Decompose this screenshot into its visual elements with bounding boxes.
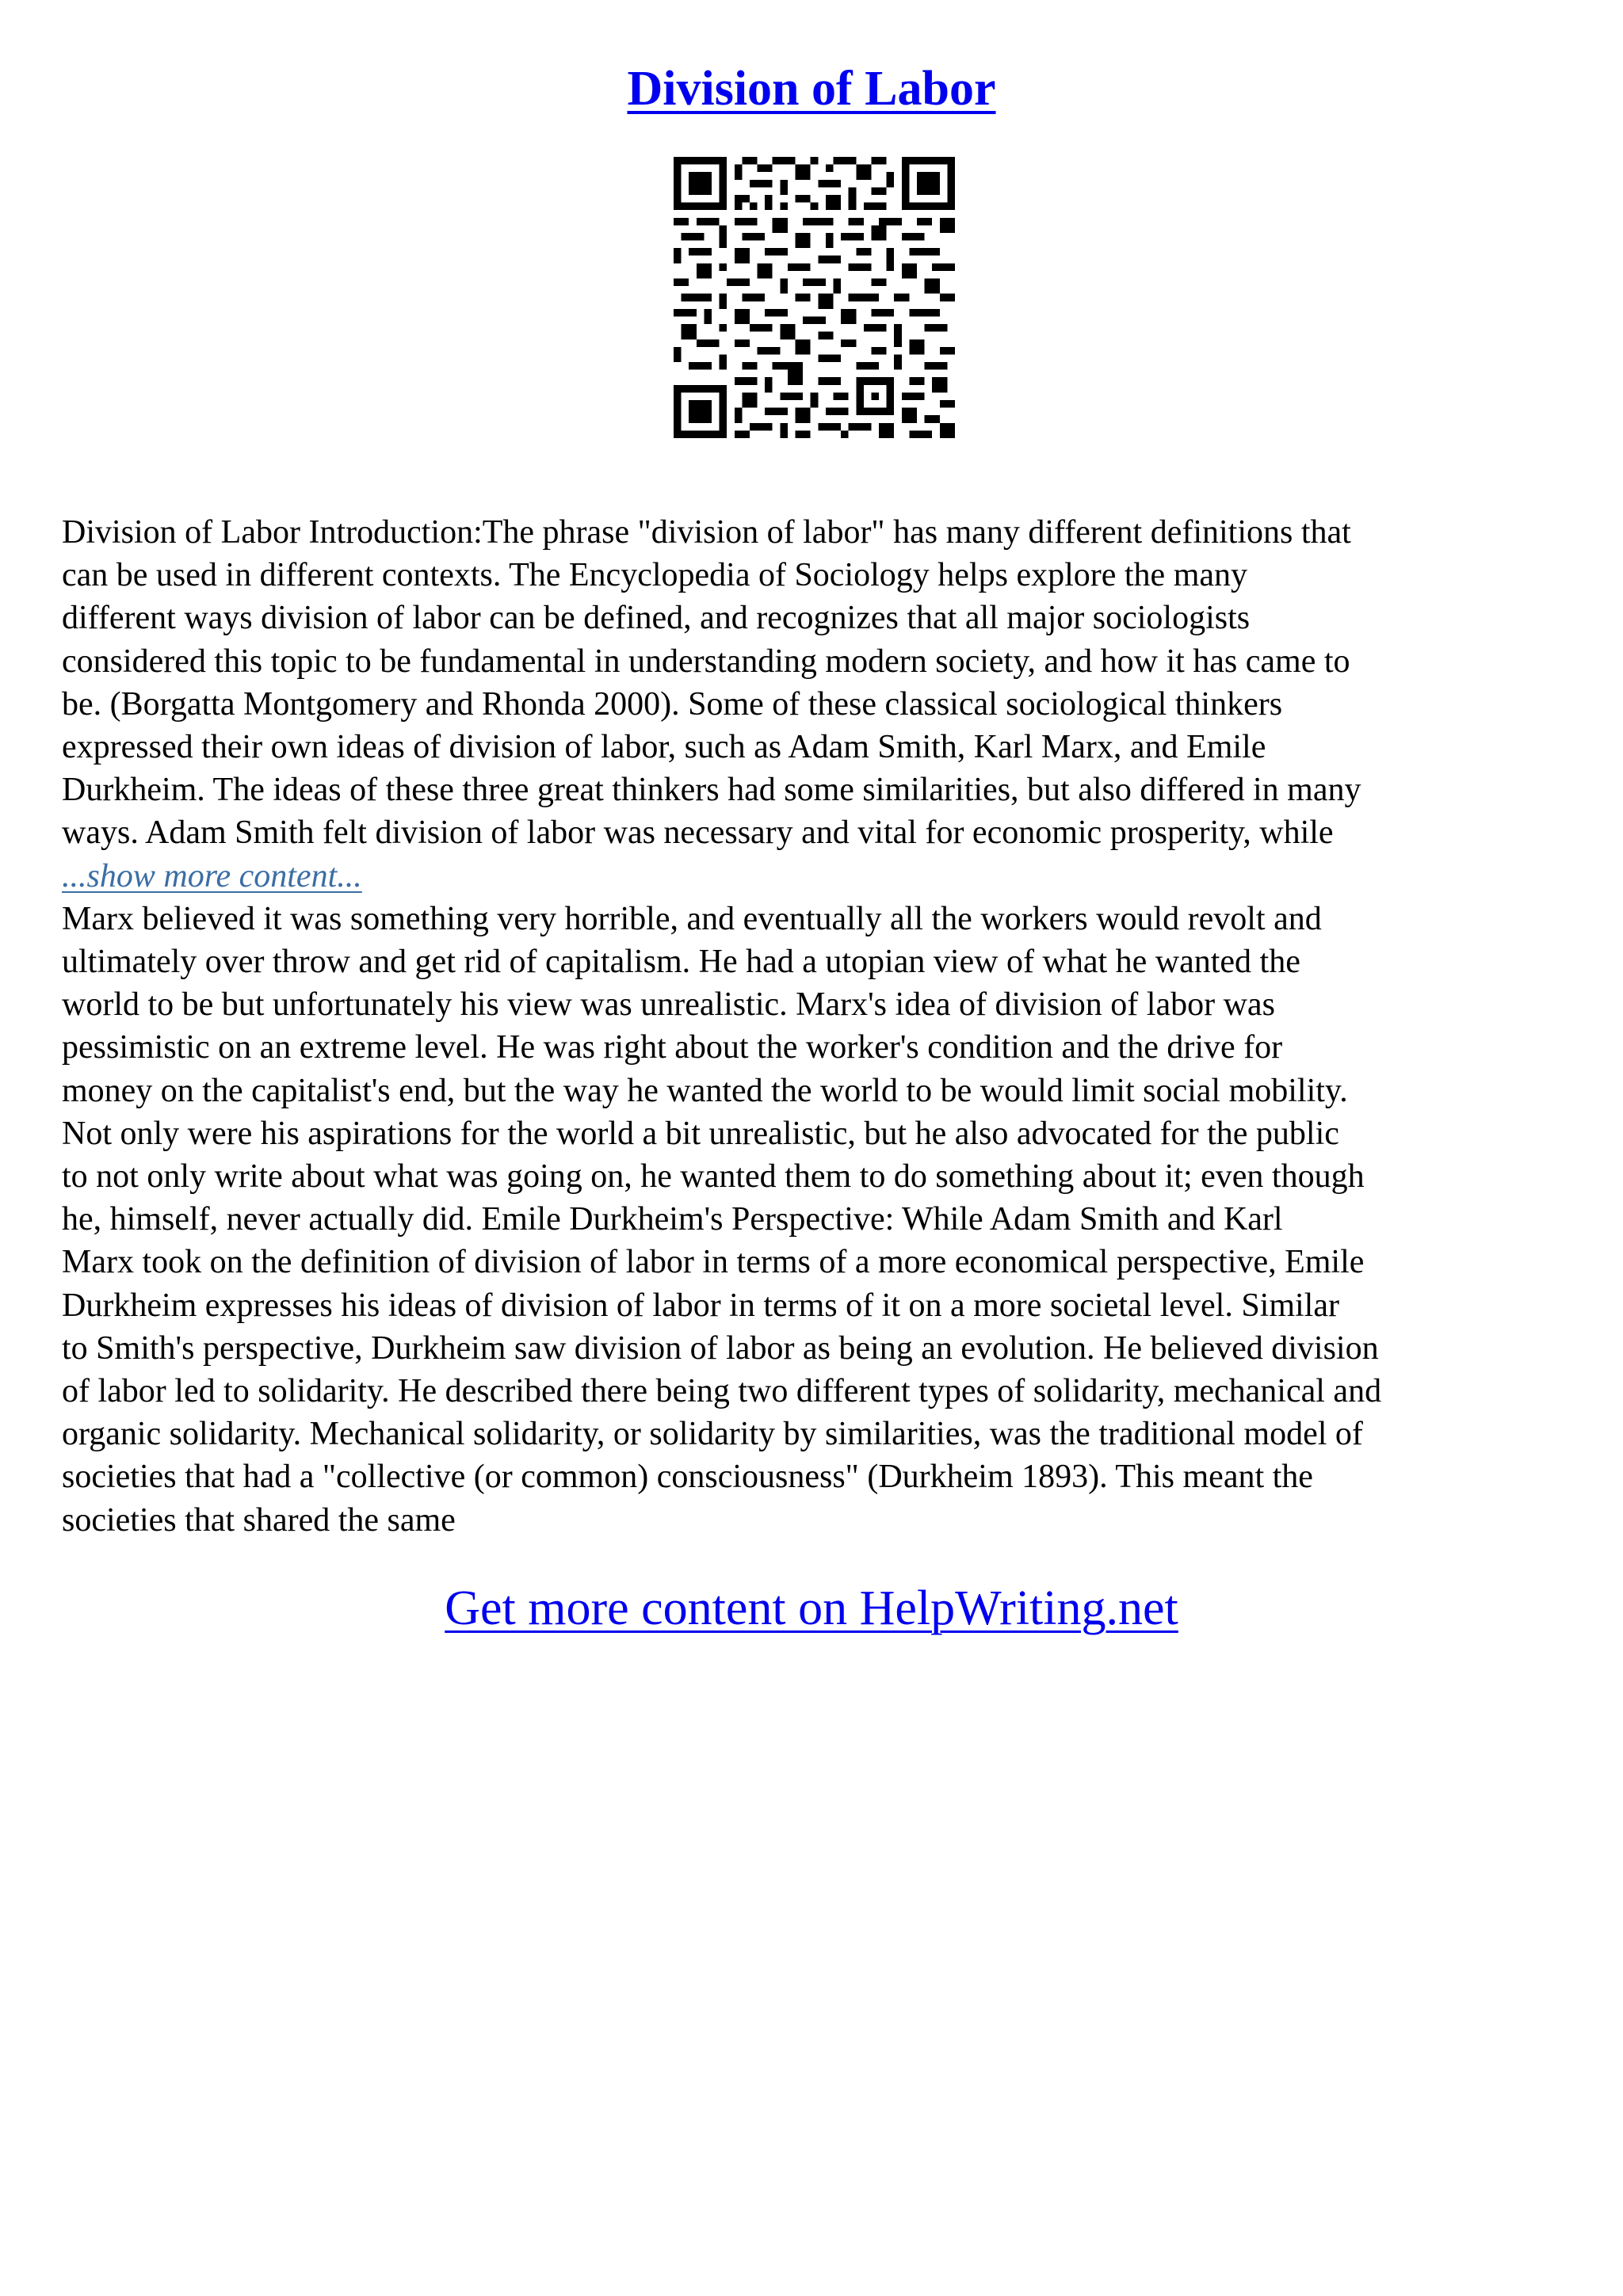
body-text (62, 511, 1568, 1542)
qr-code-icon (674, 157, 955, 438)
show-more-link[interactable]: ...show more content... (62, 857, 362, 894)
text-line: pessimistic on an extreme level. He was right about the worker's condition and the drive for (62, 1029, 1283, 1066)
text-line: ways. Adam Smith felt division of labor was necessary and vital for economic prosperity, while (62, 814, 1334, 852)
text-line: organic solidarity. Mechanical solidarity, or solidarity by similarities, was the traditional model of (62, 1416, 1363, 1453)
text-line: societies that had a "collective (or common) consciousness" (Durkheim 1893). This meant the (62, 1459, 1313, 1496)
text-line: Durkheim expresses his ideas of division of labor in terms of it on a more societal level. Similar (62, 1287, 1339, 1324)
text-line: considered this topic to be fundamental in understanding modern society, and how it has came to (62, 643, 1350, 680)
text-line: Division of Labor Introduction:The phrase "division of labor" has many different definitions that (62, 514, 1351, 551)
text-line: can be used in different contexts. The Encyclopedia of Sociology helps explore the many (62, 557, 1248, 594)
get-more-content-link[interactable]: Get more content on HelpWriting.net (445, 1581, 1178, 1635)
text-line: ultimately over throw and get rid of capitalism. He had a utopian view of what he wanted the (62, 944, 1300, 981)
text-line: Marx believed it was something very horrible, and eventually all the workers would revolt and (62, 900, 1322, 937)
text-line: to not only write about what was going on, he wanted them to do something about it; even though (62, 1158, 1365, 1196)
text-line: Not only were his aspirations for the world a bit unrealistic, but he also advocated for the public (62, 1115, 1339, 1152)
text-line: money on the capitalist's end, but the way he wanted the world to be would limit social mobility. (62, 1072, 1348, 1109)
document-title (0, 57, 1623, 120)
footer (0, 1577, 1623, 1640)
text-line: expressed their own ideas of division of labor, such as Adam Smith, Karl Marx, and Emile (62, 729, 1266, 766)
text-line: world to be but unfortunately his view was unrealistic. Marx's idea of division of labor was (62, 986, 1275, 1024)
text-line: Durkheim. The ideas of these three great thinkers had some similarities, but also differed in many (62, 772, 1361, 809)
text-line: he, himself, never actually did. Emile Durkheim's Perspective: While Adam Smith and Karl (62, 1201, 1283, 1238)
text-line: different ways division of labor can be defined, and recognizes that all major sociologists (62, 600, 1251, 637)
text-line: to Smith's perspective, Durkheim saw division of labor as being an evolution. He believed division (62, 1329, 1379, 1367)
text-line: of labor led to solidarity. He described there being two different types of solidarity, mechanical and (62, 1373, 1382, 1410)
text-line: Marx took on the definition of division of labor in terms of a more economical perspective, Emile (62, 1244, 1365, 1281)
title-link[interactable]: Division of Labor (627, 62, 996, 116)
text-line: societies that shared the same (62, 1501, 456, 1539)
text-line: be. (Borgatta Montgomery and Rhonda 2000). Some of these classical sociological thinkers (62, 685, 1283, 723)
